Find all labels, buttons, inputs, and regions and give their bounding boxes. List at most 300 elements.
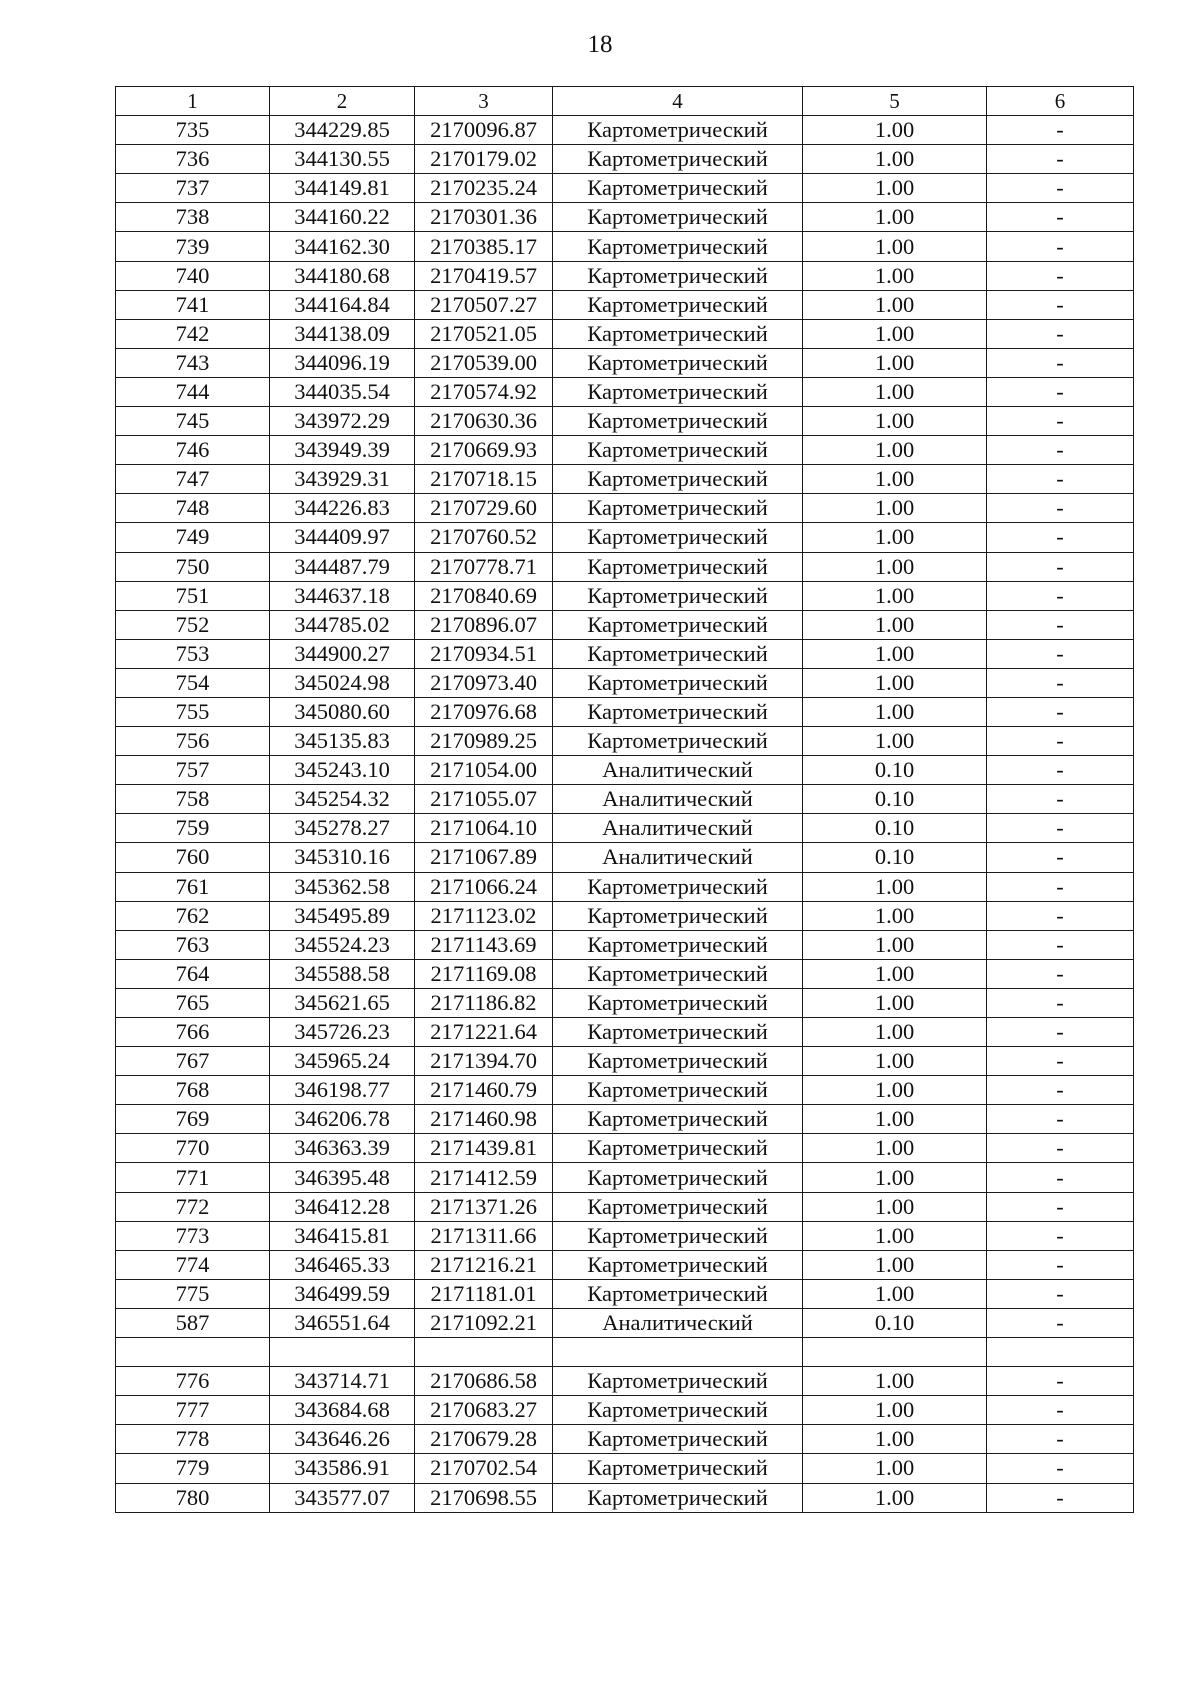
- note-cell: -: [987, 319, 1134, 348]
- accuracy-cell: 1.00: [803, 523, 987, 552]
- method-cell: Аналитический: [553, 814, 803, 843]
- x-coordinate-cell: 344180.68: [270, 261, 415, 290]
- y-coordinate-cell: 2171311.66: [415, 1221, 553, 1250]
- x-coordinate-cell: 344785.02: [270, 610, 415, 639]
- accuracy-cell: 1.00: [803, 639, 987, 668]
- table-row: [116, 552, 1134, 581]
- x-coordinate-cell: 345310.16: [270, 843, 415, 872]
- point-number-cell: 752: [116, 610, 270, 639]
- accuracy-cell: 1.00: [803, 1279, 987, 1308]
- accuracy-cell: 1.00: [803, 1250, 987, 1279]
- accuracy-cell: 1.00: [803, 203, 987, 232]
- accuracy-cell: 1.00: [803, 697, 987, 726]
- y-coordinate-cell: 2171439.81: [415, 1134, 553, 1163]
- point-number-cell: 777: [116, 1396, 270, 1425]
- note-cell: -: [987, 1454, 1134, 1483]
- header-cell-2: 2: [270, 87, 415, 116]
- note-cell: -: [987, 552, 1134, 581]
- table-row: [116, 348, 1134, 377]
- note-cell: -: [987, 843, 1134, 872]
- point-number-cell: 779: [116, 1454, 270, 1483]
- point-number-cell: 766: [116, 1018, 270, 1047]
- note-cell: -: [987, 1483, 1134, 1512]
- x-coordinate-cell: 345024.98: [270, 668, 415, 697]
- method-cell: Картометрический: [553, 988, 803, 1017]
- accuracy-cell: 1.00: [803, 959, 987, 988]
- accuracy-cell: 0.10: [803, 756, 987, 785]
- table-row: [116, 174, 1134, 203]
- accuracy-cell: 0.10: [803, 785, 987, 814]
- point-number-cell: 748: [116, 494, 270, 523]
- note-cell: -: [987, 1018, 1134, 1047]
- point-number-cell: 757: [116, 756, 270, 785]
- note-cell: -: [987, 1105, 1134, 1134]
- table-row: [116, 1454, 1134, 1483]
- method-cell: [553, 1338, 803, 1367]
- header-cell-4: 4: [553, 87, 803, 116]
- note-cell: -: [987, 348, 1134, 377]
- method-cell: Картометрический: [553, 319, 803, 348]
- method-cell: Картометрический: [553, 116, 803, 145]
- note-cell: -: [987, 1134, 1134, 1163]
- method-cell: Картометрический: [553, 1018, 803, 1047]
- x-coordinate-cell: 343646.26: [270, 1425, 415, 1454]
- table-row: [116, 290, 1134, 319]
- y-coordinate-cell: 2170630.36: [415, 407, 553, 436]
- y-coordinate-cell: 2171216.21: [415, 1250, 553, 1279]
- x-coordinate-cell: 345243.10: [270, 756, 415, 785]
- point-number-cell: 768: [116, 1076, 270, 1105]
- accuracy-cell: 1.00: [803, 581, 987, 610]
- table-row: [116, 814, 1134, 843]
- note-cell: -: [987, 610, 1134, 639]
- method-cell: Картометрический: [553, 610, 803, 639]
- table-row: [116, 727, 1134, 756]
- table-row: [116, 1221, 1134, 1250]
- table-row: [116, 377, 1134, 406]
- x-coordinate-cell: 343586.91: [270, 1454, 415, 1483]
- y-coordinate-cell: 2171186.82: [415, 988, 553, 1017]
- point-number-cell: 770: [116, 1134, 270, 1163]
- accuracy-cell: 1.00: [803, 436, 987, 465]
- note-cell: [987, 1338, 1134, 1367]
- method-cell: Картометрический: [553, 1105, 803, 1134]
- table-row: [116, 1076, 1134, 1105]
- method-cell: Картометрический: [553, 407, 803, 436]
- accuracy-cell: 1.00: [803, 1396, 987, 1425]
- table-row: [116, 639, 1134, 668]
- table-row: [116, 1396, 1134, 1425]
- accuracy-cell: 1.00: [803, 1454, 987, 1483]
- note-cell: -: [987, 1192, 1134, 1221]
- accuracy-cell: 1.00: [803, 1076, 987, 1105]
- note-cell: -: [987, 930, 1134, 959]
- note-cell: -: [987, 145, 1134, 174]
- method-cell: Картометрический: [553, 901, 803, 930]
- table-body: [116, 116, 1134, 1513]
- point-number-cell: 758: [116, 785, 270, 814]
- method-cell: Картометрический: [553, 727, 803, 756]
- point-number-cell: 763: [116, 930, 270, 959]
- y-coordinate-cell: 2171181.01: [415, 1279, 553, 1308]
- method-cell: Картометрический: [553, 1279, 803, 1308]
- point-number-cell: 742: [116, 319, 270, 348]
- x-coordinate-cell: 344096.19: [270, 348, 415, 377]
- point-number-cell: 764: [116, 959, 270, 988]
- table-row: [116, 959, 1134, 988]
- accuracy-cell: 1.00: [803, 377, 987, 406]
- table-row: [116, 116, 1134, 145]
- method-cell: Картометрический: [553, 552, 803, 581]
- y-coordinate-cell: 2170096.87: [415, 116, 553, 145]
- method-cell: Картометрический: [553, 639, 803, 668]
- note-cell: -: [987, 814, 1134, 843]
- note-cell: -: [987, 436, 1134, 465]
- accuracy-cell: 0.10: [803, 1308, 987, 1337]
- method-cell: Картометрический: [553, 930, 803, 959]
- note-cell: -: [987, 1396, 1134, 1425]
- y-coordinate-cell: 2170235.24: [415, 174, 553, 203]
- point-number-cell: 780: [116, 1483, 270, 1512]
- table-row: [116, 465, 1134, 494]
- x-coordinate-cell: [270, 1338, 415, 1367]
- method-cell: Аналитический: [553, 785, 803, 814]
- note-cell: -: [987, 668, 1134, 697]
- y-coordinate-cell: 2170539.00: [415, 348, 553, 377]
- accuracy-cell: 1.00: [803, 1367, 987, 1396]
- point-number-cell: 735: [116, 116, 270, 145]
- point-number-cell: 745: [116, 407, 270, 436]
- y-coordinate-cell: 2170729.60: [415, 494, 553, 523]
- x-coordinate-cell: 345965.24: [270, 1047, 415, 1076]
- accuracy-cell: 1.00: [803, 1047, 987, 1076]
- y-coordinate-cell: 2171169.08: [415, 959, 553, 988]
- note-cell: -: [987, 581, 1134, 610]
- method-cell: Картометрический: [553, 1250, 803, 1279]
- y-coordinate-cell: 2170989.25: [415, 727, 553, 756]
- table-row: [116, 610, 1134, 639]
- point-number-cell: 737: [116, 174, 270, 203]
- y-coordinate-cell: 2170301.36: [415, 203, 553, 232]
- accuracy-cell: 1.00: [803, 1134, 987, 1163]
- x-coordinate-cell: 344487.79: [270, 552, 415, 581]
- accuracy-cell: 0.10: [803, 843, 987, 872]
- point-number-cell: 765: [116, 988, 270, 1017]
- method-cell: Картометрический: [553, 436, 803, 465]
- note-cell: -: [987, 377, 1134, 406]
- x-coordinate-cell: 346206.78: [270, 1105, 415, 1134]
- method-cell: Картометрический: [553, 494, 803, 523]
- accuracy-cell: 1.00: [803, 872, 987, 901]
- coordinates-table: [115, 86, 1134, 1513]
- note-cell: -: [987, 756, 1134, 785]
- method-cell: Картометрический: [553, 959, 803, 988]
- method-cell: Картометрический: [553, 1454, 803, 1483]
- y-coordinate-cell: 2170419.57: [415, 261, 553, 290]
- method-cell: Картометрический: [553, 523, 803, 552]
- point-number-cell: 587: [116, 1308, 270, 1337]
- table-row: [116, 756, 1134, 785]
- table-row: [116, 785, 1134, 814]
- accuracy-cell: 1.00: [803, 668, 987, 697]
- method-cell: Картометрический: [553, 174, 803, 203]
- method-cell: Картометрический: [553, 348, 803, 377]
- accuracy-cell: 1.00: [803, 901, 987, 930]
- table-row: [116, 1250, 1134, 1279]
- page-number: 18: [587, 31, 613, 58]
- note-cell: -: [987, 1367, 1134, 1396]
- point-number-cell: 776: [116, 1367, 270, 1396]
- method-cell: Картометрический: [553, 1425, 803, 1454]
- method-cell: Картометрический: [553, 145, 803, 174]
- x-coordinate-cell: 345362.58: [270, 872, 415, 901]
- accuracy-cell: 1.00: [803, 988, 987, 1017]
- note-cell: -: [987, 697, 1134, 726]
- x-coordinate-cell: 344637.18: [270, 581, 415, 610]
- method-cell: Картометрический: [553, 1396, 803, 1425]
- note-cell: -: [987, 988, 1134, 1017]
- table-row: [116, 1134, 1134, 1163]
- table-row: [116, 407, 1134, 436]
- point-number-cell: 750: [116, 552, 270, 581]
- method-cell: Аналитический: [553, 1308, 803, 1337]
- y-coordinate-cell: 2171092.21: [415, 1308, 553, 1337]
- table-row: [116, 1018, 1134, 1047]
- x-coordinate-cell: 344409.97: [270, 523, 415, 552]
- y-coordinate-cell: 2171123.02: [415, 901, 553, 930]
- method-cell: Картометрический: [553, 232, 803, 261]
- x-coordinate-cell: 345135.83: [270, 727, 415, 756]
- x-coordinate-cell: 346499.59: [270, 1279, 415, 1308]
- x-coordinate-cell: 345524.23: [270, 930, 415, 959]
- header-cell-5: 5: [803, 87, 987, 116]
- point-number-cell: 759: [116, 814, 270, 843]
- x-coordinate-cell: 346363.39: [270, 1134, 415, 1163]
- method-cell: Аналитический: [553, 756, 803, 785]
- accuracy-cell: 1.00: [803, 727, 987, 756]
- accuracy-cell: 1.00: [803, 1163, 987, 1192]
- x-coordinate-cell: 344035.54: [270, 377, 415, 406]
- y-coordinate-cell: 2170976.68: [415, 697, 553, 726]
- method-cell: Аналитический: [553, 843, 803, 872]
- x-coordinate-cell: 346465.33: [270, 1250, 415, 1279]
- point-number-cell: [116, 1338, 270, 1367]
- table-row: [116, 901, 1134, 930]
- point-number-cell: 754: [116, 668, 270, 697]
- table-row: [116, 872, 1134, 901]
- method-cell: Картометрический: [553, 1134, 803, 1163]
- y-coordinate-cell: 2170679.28: [415, 1425, 553, 1454]
- x-coordinate-cell: 346198.77: [270, 1076, 415, 1105]
- method-cell: Картометрический: [553, 697, 803, 726]
- note-cell: -: [987, 290, 1134, 319]
- header-cell-6: 6: [987, 87, 1134, 116]
- note-cell: -: [987, 785, 1134, 814]
- table-row: [116, 1308, 1134, 1337]
- accuracy-cell: 1.00: [803, 610, 987, 639]
- point-number-cell: 739: [116, 232, 270, 261]
- x-coordinate-cell: 344164.84: [270, 290, 415, 319]
- point-number-cell: 761: [116, 872, 270, 901]
- table-row: [116, 1367, 1134, 1396]
- point-number-cell: 741: [116, 290, 270, 319]
- x-coordinate-cell: 346395.48: [270, 1163, 415, 1192]
- table-row: [116, 1047, 1134, 1076]
- table-row: [116, 232, 1134, 261]
- y-coordinate-cell: 2170385.17: [415, 232, 553, 261]
- y-coordinate-cell: 2170507.27: [415, 290, 553, 319]
- note-cell: -: [987, 1047, 1134, 1076]
- note-cell: -: [987, 232, 1134, 261]
- y-coordinate-cell: 2171066.24: [415, 872, 553, 901]
- x-coordinate-cell: 344162.30: [270, 232, 415, 261]
- y-coordinate-cell: 2170702.54: [415, 1454, 553, 1483]
- y-coordinate-cell: 2171143.69: [415, 930, 553, 959]
- method-cell: Картометрический: [553, 290, 803, 319]
- table-row: [116, 930, 1134, 959]
- accuracy-cell: 1.00: [803, 1018, 987, 1047]
- point-number-cell: 778: [116, 1425, 270, 1454]
- x-coordinate-cell: 345278.27: [270, 814, 415, 843]
- y-coordinate-cell: 2171054.00: [415, 756, 553, 785]
- y-coordinate-cell: 2170934.51: [415, 639, 553, 668]
- method-cell: Картометрический: [553, 1076, 803, 1105]
- note-cell: -: [987, 872, 1134, 901]
- accuracy-cell: 1.00: [803, 465, 987, 494]
- point-number-cell: 744: [116, 377, 270, 406]
- method-cell: Картометрический: [553, 1221, 803, 1250]
- table-row: [116, 843, 1134, 872]
- accuracy-cell: 1.00: [803, 1221, 987, 1250]
- accuracy-cell: 1.00: [803, 1425, 987, 1454]
- x-coordinate-cell: 344138.09: [270, 319, 415, 348]
- note-cell: -: [987, 1163, 1134, 1192]
- y-coordinate-cell: 2171371.26: [415, 1192, 553, 1221]
- x-coordinate-cell: 345588.58: [270, 959, 415, 988]
- y-coordinate-cell: 2170778.71: [415, 552, 553, 581]
- x-coordinate-cell: 343949.39: [270, 436, 415, 465]
- x-coordinate-cell: 345495.89: [270, 901, 415, 930]
- point-number-cell: 774: [116, 1250, 270, 1279]
- accuracy-cell: 1.00: [803, 407, 987, 436]
- x-coordinate-cell: 346412.28: [270, 1192, 415, 1221]
- x-coordinate-cell: 345080.60: [270, 697, 415, 726]
- point-number-cell: 740: [116, 261, 270, 290]
- point-number-cell: 751: [116, 581, 270, 610]
- y-coordinate-cell: 2170521.05: [415, 319, 553, 348]
- point-number-cell: 738: [116, 203, 270, 232]
- table-row: [116, 697, 1134, 726]
- y-coordinate-cell: 2171055.07: [415, 785, 553, 814]
- accuracy-cell: 1.00: [803, 261, 987, 290]
- x-coordinate-cell: 343714.71: [270, 1367, 415, 1396]
- table-row: [116, 494, 1134, 523]
- table-row: [116, 1192, 1134, 1221]
- x-coordinate-cell: 344130.55: [270, 145, 415, 174]
- accuracy-cell: 1.00: [803, 290, 987, 319]
- table-row: [116, 1425, 1134, 1454]
- y-coordinate-cell: 2171412.59: [415, 1163, 553, 1192]
- method-cell: Картометрический: [553, 203, 803, 232]
- accuracy-cell: 1.00: [803, 232, 987, 261]
- y-coordinate-cell: 2171064.10: [415, 814, 553, 843]
- note-cell: -: [987, 1425, 1134, 1454]
- y-coordinate-cell: 2170718.15: [415, 465, 553, 494]
- table-row: [116, 988, 1134, 1017]
- header-row: [116, 87, 1134, 116]
- table-row: [116, 1163, 1134, 1192]
- point-number-cell: 753: [116, 639, 270, 668]
- header-cell-3: 3: [415, 87, 553, 116]
- accuracy-cell: 1.00: [803, 1192, 987, 1221]
- accuracy-cell: 1.00: [803, 145, 987, 174]
- table-row: [116, 668, 1134, 697]
- y-coordinate-cell: 2170896.07: [415, 610, 553, 639]
- point-number-cell: 746: [116, 436, 270, 465]
- accuracy-cell: 0.10: [803, 814, 987, 843]
- y-coordinate-cell: 2170683.27: [415, 1396, 553, 1425]
- y-coordinate-cell: 2170686.58: [415, 1367, 553, 1396]
- accuracy-cell: [803, 1338, 987, 1367]
- table-row: [116, 319, 1134, 348]
- note-cell: -: [987, 174, 1134, 203]
- x-coordinate-cell: 344149.81: [270, 174, 415, 203]
- y-coordinate-cell: 2170840.69: [415, 581, 553, 610]
- x-coordinate-cell: 346415.81: [270, 1221, 415, 1250]
- method-cell: Картометрический: [553, 261, 803, 290]
- table-row: [116, 1279, 1134, 1308]
- table-row: [116, 1105, 1134, 1134]
- y-coordinate-cell: 2171067.89: [415, 843, 553, 872]
- x-coordinate-cell: 346551.64: [270, 1308, 415, 1337]
- method-cell: Картометрический: [553, 872, 803, 901]
- x-coordinate-cell: 344229.85: [270, 116, 415, 145]
- accuracy-cell: 1.00: [803, 1483, 987, 1512]
- note-cell: -: [987, 959, 1134, 988]
- y-coordinate-cell: 2170669.93: [415, 436, 553, 465]
- note-cell: -: [987, 1221, 1134, 1250]
- method-cell: Картометрический: [553, 465, 803, 494]
- header-cell-1: 1: [116, 87, 270, 116]
- accuracy-cell: 1.00: [803, 348, 987, 377]
- table-header: [116, 87, 1134, 116]
- table-row: [116, 203, 1134, 232]
- point-number-cell: 760: [116, 843, 270, 872]
- y-coordinate-cell: 2170698.55: [415, 1483, 553, 1512]
- method-cell: Картометрический: [553, 668, 803, 697]
- point-number-cell: 747: [116, 465, 270, 494]
- y-coordinate-cell: 2170574.92: [415, 377, 553, 406]
- note-cell: -: [987, 1250, 1134, 1279]
- y-coordinate-cell: 2171460.98: [415, 1105, 553, 1134]
- note-cell: -: [987, 523, 1134, 552]
- y-coordinate-cell: 2170760.52: [415, 523, 553, 552]
- y-coordinate-cell: 2171460.79: [415, 1076, 553, 1105]
- note-cell: -: [987, 639, 1134, 668]
- point-number-cell: 771: [116, 1163, 270, 1192]
- table-row: [116, 523, 1134, 552]
- accuracy-cell: 1.00: [803, 319, 987, 348]
- note-cell: -: [987, 465, 1134, 494]
- table-row: [116, 261, 1134, 290]
- note-cell: -: [987, 1076, 1134, 1105]
- y-coordinate-cell: [415, 1338, 553, 1367]
- table-row: [116, 145, 1134, 174]
- x-coordinate-cell: 345254.32: [270, 785, 415, 814]
- method-cell: Картометрический: [553, 1367, 803, 1396]
- note-cell: -: [987, 1308, 1134, 1337]
- point-number-cell: 775: [116, 1279, 270, 1308]
